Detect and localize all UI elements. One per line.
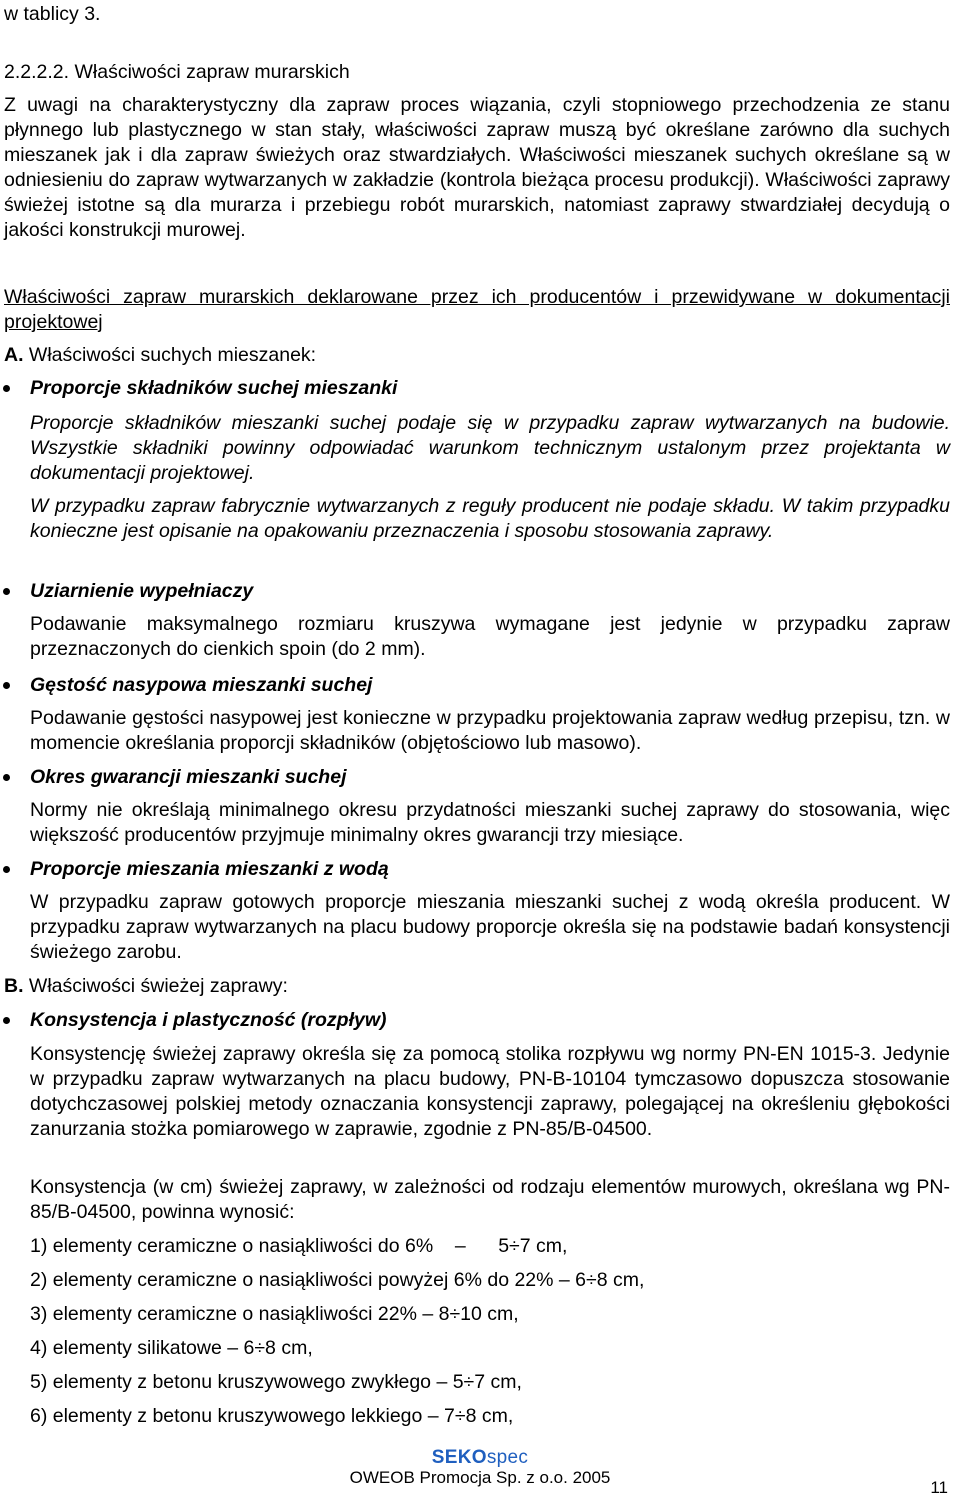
a5-paragraph-1: W przypadku zapraw gotowych proporcje mieszania mieszanki suchej z wodą określa producent. W przypadku zapraw wytwarzanych na placu budowy proporcje określa się na podstawie badań konsystencji świeżego zarobu. (30, 891, 950, 963)
part-b-letter: B. (4, 975, 24, 997)
a5-title: Proporcje mieszania mieszanki z wodą (30, 858, 389, 880)
b1-title: Konsystencja i plastyczność (rozpływ) (30, 1009, 387, 1031)
b1-paragraph-1: Konsystencję świeżej zaprawy określa się za pomocą stolika rozpływu wg normy PN-EN 1015-3. Jedynie w przypadku zapraw wytwarzanych na placu budowy, PN-B-10104 tymczasowo dopuszcza stosowanie dotychczasowej polskiej metody oznaczania konsystencji zaprawy, polegającej na określeniu głębokości zanurzania stożka pomiarowego w zaprawie, zgodnie z PN-85/B-04500. (30, 1043, 950, 1140)
logo-part-2: spec (486, 1447, 529, 1468)
logo (432, 1447, 528, 1468)
intro-text: w tablicy 3. (4, 3, 101, 25)
part-a-label: Właściwości suchych mieszanek: (28, 344, 317, 366)
bullet-icon (3, 682, 13, 692)
list-item: 4) elementy silikatowe – 6÷8 cm, (30, 1337, 313, 1359)
a4-title: Okres gwarancji mieszanki suchej (30, 766, 347, 788)
part-b-heading (4, 974, 950, 999)
underlined-heading: Właściwości zapraw murarskich deklarowane przez ich producentów i przewidywane w dokumentacji projektowej (4, 286, 950, 333)
section-number: 2.2.2.2. (4, 61, 70, 83)
section-paragraph: Z uwagi na charakterystyczny dla zapraw proces wiązania, czyli stopniowego przechodzenia ze stanu płynnego lub plastycznego w stan stały, właściwości zapraw muszą być określane zarówno dla suchych mieszanek jak i dla zapraw świeżych oraz stwardziałych. Właściwości mieszanek suchych określane są w odniesieniu do zapraw wytwarzanych w zakładzie (kontrola bieżąca procesu produkcji). Właściwości zaprawy świeżej istotne są dla murarza i przebiegu robót murarskich, natomiast zaprawy stwardziałej decydują o jakości konstrukcji murowej. (4, 94, 950, 241)
a2-paragraph-1: Podawanie maksymalnego rozmiaru kruszywa wymagane jest jedynie w przypadku zapraw przeznaczonych do cienkich spoin (do 2 mm). (30, 613, 950, 660)
list-item: 5) elementy z betonu kruszywowego zwykłego – 5÷7 cm, (30, 1371, 522, 1393)
a1-paragraph-2: W przypadku zapraw fabrycznie wytwarzanych z reguły producent nie podaje składu. W takim przypadku konieczne jest opisanie na opakowaniu przeznaczenia i sposobu stosowania zaprawy. (30, 495, 950, 542)
list-item: 2) elementy ceramiczne o nasiąkliwości powyżej 6% do 22% – 6÷8 cm, (30, 1269, 645, 1291)
logo-part-1: SEKO (431, 1447, 487, 1468)
list-item: 3) elementy ceramiczne o nasiąkliwości 22% – 8÷10 cm, (30, 1303, 519, 1325)
bullet-icon (3, 588, 13, 598)
section-heading (4, 60, 950, 85)
list-item: 1) elementy ceramiczne o nasiąkliwości do 6% – 5÷7 cm, (30, 1235, 568, 1257)
a2-title: Uziarnienie wypełniaczy (30, 580, 254, 602)
bullet-icon (3, 774, 13, 784)
b1-paragraph-2: Konsystencja (w cm) świeżej zaprawy, w zależności od rodzaju elementów murowych, określana wg PN-85/B-04500, powinna wynosić: (30, 1176, 950, 1223)
bullet-icon (3, 385, 13, 395)
section-title: Właściwości zapraw murarskich (74, 61, 350, 83)
part-a-heading (4, 343, 950, 368)
footer-company: OWEOB Promocja Sp. z o.o. 2005 (349, 1468, 611, 1487)
a4-paragraph-1: Normy nie określają minimalnego okresu przydatności mieszanki suchej zaprawy do stosowania, więc większość producentów przyjmuje minimalny okres gwarancji trzy miesiące. (30, 799, 950, 846)
part-a-letter: A. (4, 344, 24, 366)
part-b-label: Właściwości świeżej zaprawy: (28, 975, 288, 997)
a3-title: Gęstość nasypowa mieszanki suchej (30, 674, 373, 696)
a1-title: Proporcje składników suchej mieszanki (30, 377, 398, 399)
bullet-icon (3, 866, 13, 876)
footer-logo (0, 1446, 960, 1469)
list-item: 6) elementy z betonu kruszywowego lekkiego – 7÷8 cm, (30, 1405, 514, 1427)
a3-paragraph-1: Podawanie gęstości nasypowej jest konieczne w przypadku projektowania zapraw według przepisu, tzn. w momencie określania proporcji składników (objętościowo lub masowo). (30, 707, 950, 754)
bullet-icon (3, 1017, 13, 1027)
a1-paragraph-1: Proporcje składników mieszanki suchej podaje się w przypadku zapraw wytwarzanych na budowie. Wszystkie składniki powinny odpowiadać warunkom technicznym ustalonym przez projektanta w dokumentacji projektowej. (30, 412, 950, 484)
page-number: 11 (930, 1478, 948, 1497)
